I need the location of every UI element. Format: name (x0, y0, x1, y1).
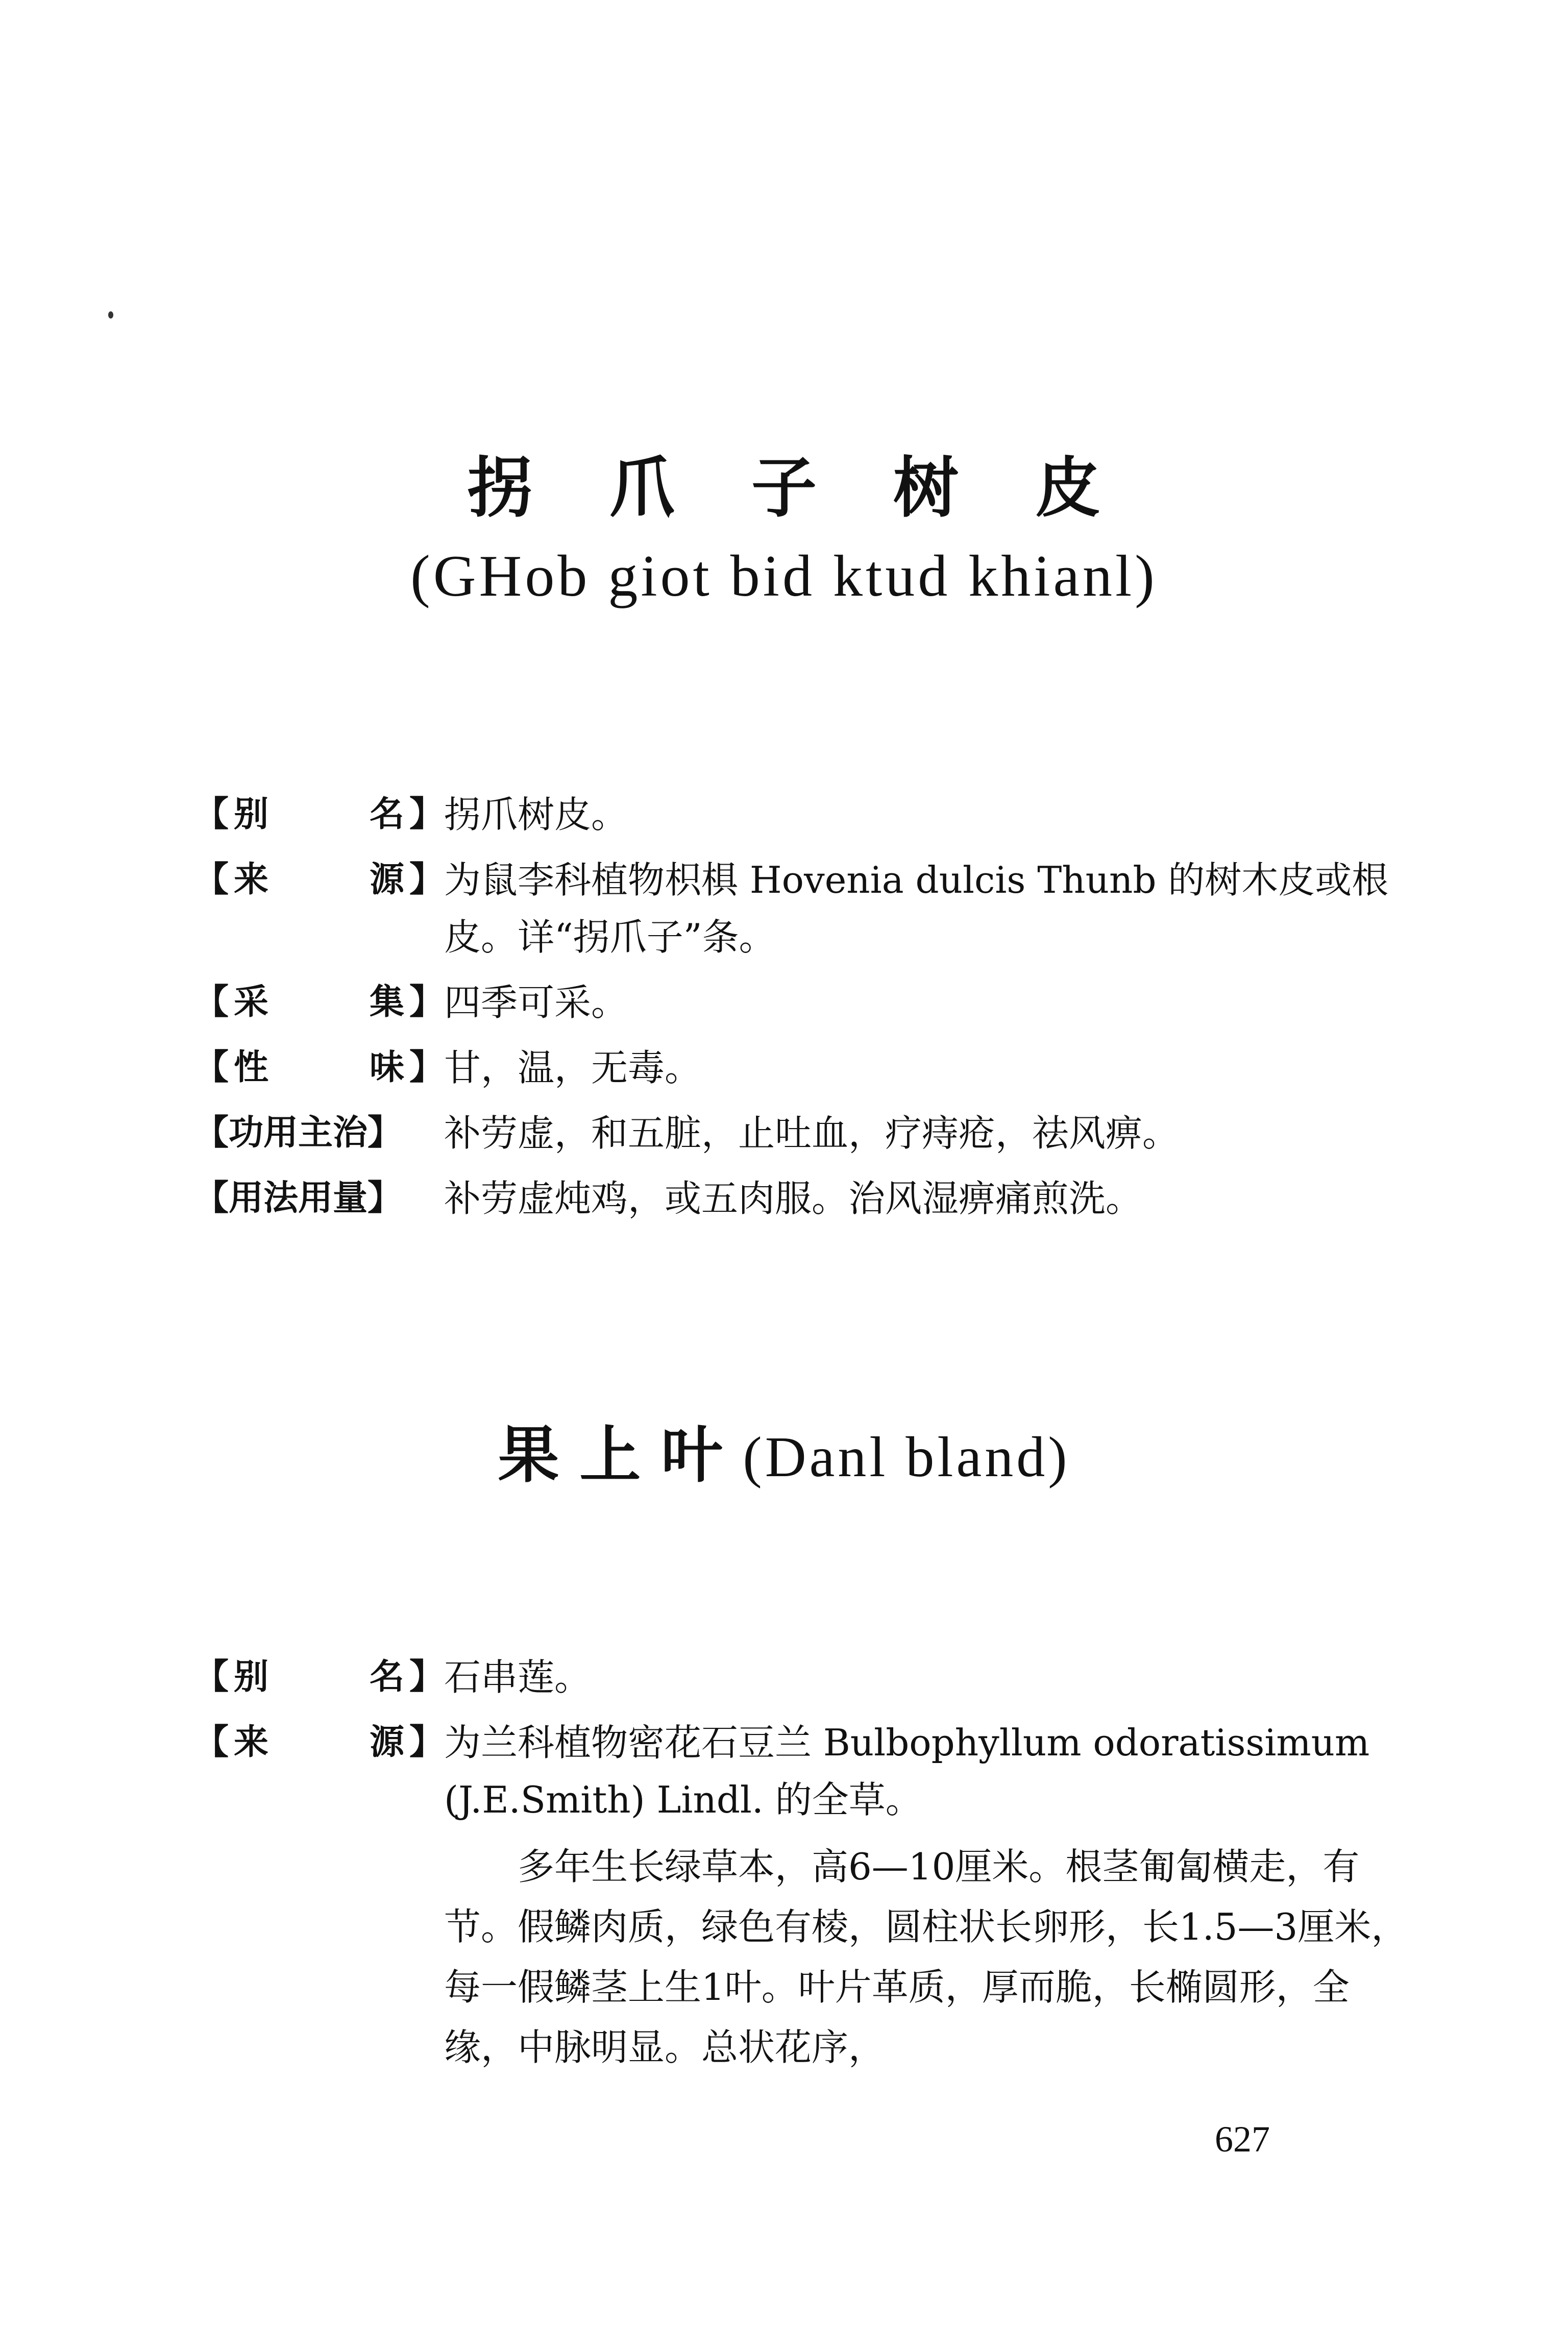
entry1-row-indications (194, 1105, 1409, 1162)
page-number: 627 (1215, 2119, 1270, 2160)
entry2-title (0, 1419, 1568, 1492)
field-value: 补劳虚，和五脏，止吐血，疗痔疮，祛风痹。 (444, 1112, 1180, 1155)
entry1-title-chinese: 拐爪子树皮 (467, 450, 1177, 526)
entry2-title-pinyin: (Danl bland) (743, 1426, 1070, 1489)
ink-speck (108, 311, 113, 319)
entry2-body (194, 1649, 1409, 2077)
field-value: 石串莲。 (444, 1656, 592, 1699)
entry1-row-source (194, 851, 1409, 966)
entry1-title-pinyin: (GHob giot bid ktud khianl) (410, 544, 1158, 609)
field-value: 甘，温，无毒。 (444, 1046, 702, 1089)
entry1-row-dosage (194, 1170, 1409, 1227)
field-label: 【用法用量】 (194, 1178, 403, 1218)
entry1-row-alias (194, 786, 1409, 843)
field-label: 【 采 集 】 (194, 982, 444, 1022)
field-label: 【 别 名 】 (194, 794, 444, 835)
entry2-row-alias (194, 1649, 1409, 1706)
field-label: 【功用主治】 (194, 1113, 403, 1153)
field-label: 【 别 名 】 (194, 1657, 444, 1697)
field-value: 四季可采。 (444, 981, 628, 1024)
entry1-row-nature (194, 1039, 1409, 1096)
entry2-row-source (194, 1714, 1409, 1828)
entry1-row-collection (194, 974, 1409, 1031)
entry2-description-wrap (194, 1837, 1409, 2077)
entry1-body (194, 786, 1409, 1235)
entry2-description: 多年生长绿草本，高6—10厘米。根茎匍匐横走，有节。假鳞肉质，绿色有棱，圆柱状长卵形，长1.5—3厘米，每一假鳞茎上生1叶。叶片革质，厚而脆，长椭圆形，全缘，中脉明显。总状花序， (444, 1845, 1408, 2069)
field-label: 【 来 源 】 (194, 860, 444, 900)
field-value: 补劳虚炖鸡，或五肉服。治风湿痹痛煎洗。 (444, 1177, 1143, 1220)
field-label: 【 性 味 】 (194, 1047, 444, 1088)
field-value: 为鼠李科植物枳椇 Hovenia dulcis Thunb 的树木皮或根皮。详“拐爪子”条。 (444, 859, 1389, 959)
field-value: 为兰科植物密花石豆兰 Bulbophyllum odoratissimum (J.E.Smith) Lindl. 的全草。 (444, 1721, 1370, 1821)
field-value: 拐爪树皮。 (444, 793, 628, 836)
entry2-title-chinese: 果上叶 (498, 1420, 743, 1491)
field-label: 【 来 源 】 (194, 1722, 444, 1763)
